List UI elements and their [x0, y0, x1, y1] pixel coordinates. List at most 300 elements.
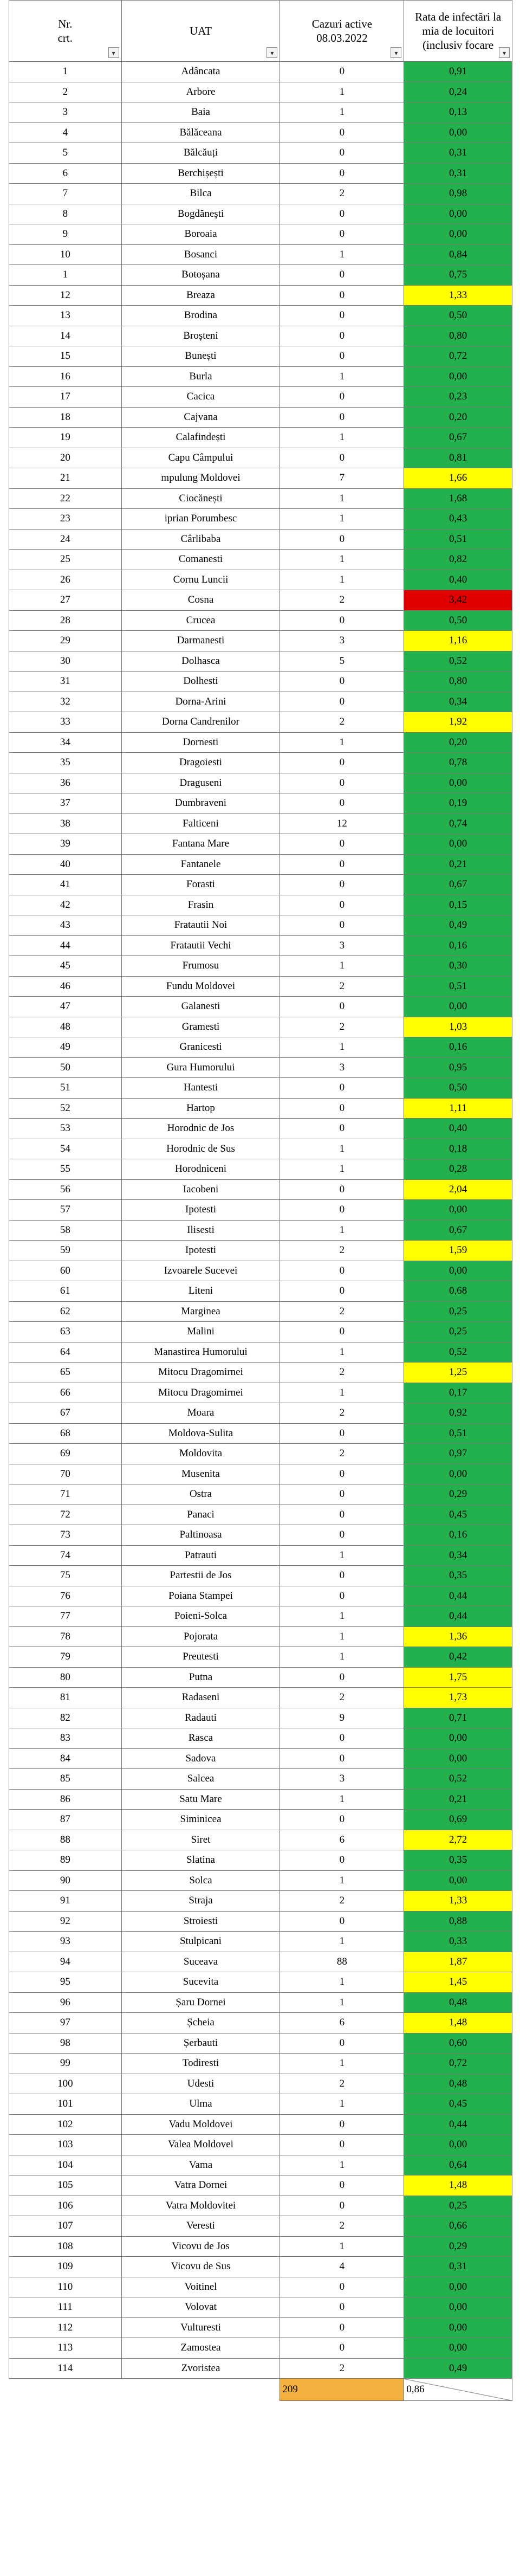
row-cases[interactable]: 1 — [280, 1932, 404, 1952]
row-rate[interactable]: 1,48 — [404, 2013, 512, 2033]
row-nr[interactable]: 38 — [9, 814, 122, 834]
row-rate[interactable]: 0,00 — [404, 1261, 512, 1281]
row-uat[interactable]: Baia — [121, 102, 280, 123]
row-nr[interactable]: 107 — [9, 2216, 122, 2237]
row-nr[interactable]: 54 — [9, 1139, 122, 1159]
row-uat[interactable]: Șcheia — [121, 2013, 280, 2033]
row-cases[interactable]: 1 — [280, 570, 404, 590]
row-cases[interactable]: 1 — [280, 1789, 404, 1810]
row-rate[interactable]: 0,45 — [404, 1505, 512, 1525]
row-nr[interactable]: 57 — [9, 1200, 122, 1221]
row-cases[interactable]: 1 — [280, 509, 404, 530]
row-cases[interactable]: 0 — [280, 1179, 404, 1200]
row-uat[interactable]: Veresti — [121, 2216, 280, 2237]
row-rate[interactable]: 1,87 — [404, 1952, 512, 1972]
row-rate[interactable]: 2,72 — [404, 1830, 512, 1850]
row-nr[interactable]: 93 — [9, 1932, 122, 1952]
row-nr[interactable]: 63 — [9, 1322, 122, 1342]
row-rate[interactable]: 0,00 — [404, 997, 512, 1017]
row-nr[interactable]: 8 — [9, 204, 122, 224]
row-nr[interactable]: 1 — [9, 265, 122, 286]
row-nr[interactable]: 45 — [9, 956, 122, 977]
row-rate[interactable]: 0,34 — [404, 692, 512, 712]
row-uat[interactable]: Vatra Moldovitei — [121, 2196, 280, 2216]
row-rate[interactable]: 0,80 — [404, 326, 512, 346]
row-rate[interactable]: 0,50 — [404, 610, 512, 631]
row-cases[interactable]: 0 — [280, 529, 404, 550]
row-cases[interactable]: 1 — [280, 550, 404, 570]
row-nr[interactable]: 51 — [9, 1078, 122, 1099]
row-uat[interactable]: Mitocu Dragomirnei — [121, 1363, 280, 1383]
row-rate[interactable]: 0,81 — [404, 448, 512, 468]
row-uat[interactable]: Udesti — [121, 2074, 280, 2094]
row-rate[interactable]: 0,00 — [404, 773, 512, 793]
row-rate[interactable]: 0,21 — [404, 854, 512, 875]
row-uat[interactable]: Poieni-Solca — [121, 1606, 280, 1627]
row-nr[interactable]: 43 — [9, 915, 122, 936]
row-rate[interactable]: 1,33 — [404, 1891, 512, 1912]
row-uat[interactable]: Gramesti — [121, 1017, 280, 1037]
row-cases[interactable]: 0 — [280, 2297, 404, 2318]
row-nr[interactable]: 26 — [9, 570, 122, 590]
row-nr[interactable]: 1 — [9, 62, 122, 82]
row-rate[interactable]: 0,51 — [404, 976, 512, 997]
row-cases[interactable]: 0 — [280, 1078, 404, 1099]
row-rate[interactable]: 0,21 — [404, 1789, 512, 1810]
row-nr[interactable]: 64 — [9, 1342, 122, 1363]
row-rate[interactable]: 0,88 — [404, 1911, 512, 1932]
row-cases[interactable]: 0 — [280, 1667, 404, 1688]
row-uat[interactable]: Fantana Mare — [121, 834, 280, 855]
row-rate[interactable]: 0,00 — [404, 122, 512, 143]
row-cases[interactable]: 1 — [280, 1159, 404, 1180]
row-uat[interactable]: Bilca — [121, 184, 280, 204]
filter-dropdown-icon[interactable]: ▾ — [499, 47, 510, 58]
row-rate[interactable]: 1,59 — [404, 1241, 512, 1261]
row-rate[interactable]: 0,00 — [404, 1464, 512, 1484]
row-nr[interactable]: 41 — [9, 875, 122, 895]
row-rate[interactable]: 0,15 — [404, 895, 512, 915]
row-rate[interactable]: 0,00 — [404, 224, 512, 245]
row-nr[interactable]: 4 — [9, 122, 122, 143]
row-cases[interactable]: 0 — [280, 1566, 404, 1586]
row-cases[interactable]: 1 — [280, 82, 404, 102]
row-nr[interactable]: 104 — [9, 2155, 122, 2175]
row-cases[interactable]: 9 — [280, 1708, 404, 1728]
row-uat[interactable]: Rasca — [121, 1728, 280, 1749]
row-cases[interactable]: 0 — [280, 1119, 404, 1139]
row-uat[interactable]: Vatra Dornei — [121, 2175, 280, 2196]
row-uat[interactable]: Voitinel — [121, 2277, 280, 2297]
row-cases[interactable]: 0 — [280, 753, 404, 773]
row-nr[interactable]: 40 — [9, 854, 122, 875]
row-nr[interactable]: 48 — [9, 1017, 122, 1037]
row-rate[interactable]: 1,36 — [404, 1626, 512, 1647]
row-nr[interactable]: 30 — [9, 651, 122, 672]
row-nr[interactable]: 71 — [9, 1484, 122, 1505]
row-rate[interactable]: 1,66 — [404, 468, 512, 489]
row-nr[interactable]: 73 — [9, 1525, 122, 1546]
row-cases[interactable]: 2 — [280, 1891, 404, 1912]
row-uat[interactable]: Calafindești — [121, 428, 280, 448]
row-cases[interactable]: 0 — [280, 387, 404, 408]
row-cases[interactable]: 5 — [280, 651, 404, 672]
row-uat[interactable]: Bogdănești — [121, 204, 280, 224]
row-rate[interactable]: 0,97 — [404, 1444, 512, 1464]
row-uat[interactable]: Preutesti — [121, 1647, 280, 1668]
row-uat[interactable]: Vadu Moldovei — [121, 2114, 280, 2135]
row-cases[interactable]: 1 — [280, 732, 404, 753]
row-cases[interactable]: 0 — [280, 793, 404, 814]
row-uat[interactable]: Ulma — [121, 2094, 280, 2115]
row-nr[interactable]: 108 — [9, 2236, 122, 2257]
row-cases[interactable]: 1 — [280, 956, 404, 977]
row-uat[interactable]: Moara — [121, 1403, 280, 1424]
row-cases[interactable]: 0 — [280, 62, 404, 82]
filter-dropdown-icon[interactable]: ▾ — [391, 47, 401, 58]
row-rate[interactable]: 0,25 — [404, 1322, 512, 1342]
row-uat[interactable]: Zvoristea — [121, 2358, 280, 2379]
row-rate[interactable]: 0,34 — [404, 1545, 512, 1566]
row-nr[interactable]: 27 — [9, 590, 122, 611]
row-nr[interactable]: 80 — [9, 1667, 122, 1688]
row-nr[interactable]: 31 — [9, 672, 122, 692]
row-cases[interactable]: 1 — [280, 1139, 404, 1159]
row-uat[interactable]: Adâncata — [121, 62, 280, 82]
row-uat[interactable]: Forasti — [121, 875, 280, 895]
row-cases[interactable]: 2 — [280, 976, 404, 997]
row-rate[interactable]: 0,68 — [404, 1281, 512, 1302]
row-rate[interactable]: 0,17 — [404, 1383, 512, 1403]
row-nr[interactable]: 94 — [9, 1952, 122, 1972]
row-rate[interactable]: 0,18 — [404, 1139, 512, 1159]
row-rate[interactable]: 0,82 — [404, 550, 512, 570]
row-cases[interactable]: 2 — [280, 712, 404, 733]
row-uat[interactable]: Fratautii Vechi — [121, 935, 280, 956]
row-cases[interactable]: 3 — [280, 1057, 404, 1078]
row-rate[interactable]: 0,72 — [404, 346, 512, 367]
row-uat[interactable]: Panaci — [121, 1505, 280, 1525]
row-rate[interactable]: 1,33 — [404, 285, 512, 306]
row-uat[interactable]: Ipotesti — [121, 1241, 280, 1261]
row-nr[interactable]: 84 — [9, 1748, 122, 1769]
row-nr[interactable]: 44 — [9, 935, 122, 956]
row-cases[interactable]: 0 — [280, 143, 404, 164]
row-nr[interactable]: 20 — [9, 448, 122, 468]
row-cases[interactable]: 0 — [280, 1200, 404, 1221]
row-cases[interactable]: 0 — [280, 1322, 404, 1342]
row-nr[interactable]: 92 — [9, 1911, 122, 1932]
row-nr[interactable]: 77 — [9, 1606, 122, 1627]
row-cases[interactable]: 0 — [280, 163, 404, 184]
row-cases[interactable]: 12 — [280, 814, 404, 834]
row-nr[interactable]: 24 — [9, 529, 122, 550]
row-cases[interactable]: 0 — [280, 1810, 404, 1830]
row-nr[interactable]: 16 — [9, 366, 122, 387]
row-cases[interactable]: 6 — [280, 2013, 404, 2033]
row-uat[interactable]: Horodniceni — [121, 1159, 280, 1180]
row-uat[interactable]: Ostra — [121, 1484, 280, 1505]
row-uat[interactable]: Cosna — [121, 590, 280, 611]
row-cases[interactable]: 0 — [280, 1505, 404, 1525]
row-nr[interactable]: 36 — [9, 773, 122, 793]
row-nr[interactable]: 37 — [9, 793, 122, 814]
row-nr[interactable]: 14 — [9, 326, 122, 346]
row-rate[interactable]: 1,73 — [404, 1688, 512, 1708]
row-rate[interactable]: 0,67 — [404, 1220, 512, 1241]
row-uat[interactable]: Vicovu de Sus — [121, 2257, 280, 2277]
row-rate[interactable]: 0,00 — [404, 2135, 512, 2155]
row-uat[interactable]: Horodnic de Sus — [121, 1139, 280, 1159]
row-nr[interactable]: 62 — [9, 1301, 122, 1322]
row-nr[interactable]: 7 — [9, 184, 122, 204]
row-nr[interactable]: 21 — [9, 468, 122, 489]
row-uat[interactable]: mpulung Moldovei — [121, 468, 280, 489]
row-nr[interactable]: 5 — [9, 143, 122, 164]
row-nr[interactable]: 25 — [9, 550, 122, 570]
row-uat[interactable]: Horodnic de Jos — [121, 1119, 280, 1139]
row-uat[interactable]: Salcea — [121, 1769, 280, 1790]
row-cases[interactable]: 0 — [280, 122, 404, 143]
row-rate[interactable]: 0,00 — [404, 366, 512, 387]
row-cases[interactable]: 0 — [280, 2114, 404, 2135]
row-uat[interactable]: Cajvana — [121, 407, 280, 428]
row-nr[interactable]: 2 — [9, 82, 122, 102]
row-uat[interactable]: Arbore — [121, 82, 280, 102]
row-uat[interactable]: Boroaia — [121, 224, 280, 245]
row-cases[interactable]: 1 — [280, 2094, 404, 2115]
row-rate[interactable]: 0,52 — [404, 1342, 512, 1363]
row-uat[interactable]: Cârlibaba — [121, 529, 280, 550]
row-uat[interactable]: Stroiesti — [121, 1911, 280, 1932]
row-nr[interactable]: 35 — [9, 753, 122, 773]
row-uat[interactable]: Putna — [121, 1667, 280, 1688]
row-rate[interactable]: 0,91 — [404, 62, 512, 82]
row-cases[interactable]: 88 — [280, 1952, 404, 1972]
row-nr[interactable]: 28 — [9, 610, 122, 631]
row-rate[interactable]: 0,50 — [404, 306, 512, 326]
row-rate[interactable]: 2,04 — [404, 1179, 512, 1200]
row-uat[interactable]: Frasin — [121, 895, 280, 915]
row-rate[interactable]: 0,19 — [404, 793, 512, 814]
row-rate[interactable]: 0,00 — [404, 204, 512, 224]
row-uat[interactable]: Crucea — [121, 610, 280, 631]
row-uat[interactable]: Vicovu de Jos — [121, 2236, 280, 2257]
row-uat[interactable]: Cornu Luncii — [121, 570, 280, 590]
row-uat[interactable]: Siret — [121, 1830, 280, 1850]
row-uat[interactable]: Comanesti — [121, 550, 280, 570]
row-uat[interactable]: Solca — [121, 1870, 280, 1891]
row-nr[interactable]: 47 — [9, 997, 122, 1017]
row-rate[interactable]: 1,75 — [404, 1667, 512, 1688]
row-nr[interactable]: 59 — [9, 1241, 122, 1261]
row-uat[interactable]: Ipotesti — [121, 1200, 280, 1221]
row-cases[interactable]: 1 — [280, 1870, 404, 1891]
row-nr[interactable]: 79 — [9, 1647, 122, 1668]
row-rate[interactable]: 0,16 — [404, 1037, 512, 1058]
row-rate[interactable]: 0,43 — [404, 509, 512, 530]
row-cases[interactable]: 0 — [280, 2317, 404, 2338]
row-uat[interactable]: Radauti — [121, 1708, 280, 1728]
row-uat[interactable]: Bălcăuți — [121, 143, 280, 164]
row-cases[interactable]: 0 — [280, 854, 404, 875]
row-rate[interactable]: 0,24 — [404, 82, 512, 102]
row-cases[interactable]: 0 — [280, 2033, 404, 2054]
row-cases[interactable]: 0 — [280, 1586, 404, 1606]
row-cases[interactable]: 0 — [280, 2175, 404, 2196]
row-uat[interactable]: Vulturesti — [121, 2317, 280, 2338]
row-nr[interactable]: 42 — [9, 895, 122, 915]
row-uat[interactable]: Radaseni — [121, 1688, 280, 1708]
row-cases[interactable]: 1 — [280, 1972, 404, 1993]
row-uat[interactable]: Ilisesti — [121, 1220, 280, 1241]
row-cases[interactable]: 1 — [280, 1342, 404, 1363]
row-rate[interactable]: 0,25 — [404, 2196, 512, 2216]
row-uat[interactable]: Granicesti — [121, 1037, 280, 1058]
row-nr[interactable]: 91 — [9, 1891, 122, 1912]
row-cases[interactable]: 0 — [280, 2196, 404, 2216]
row-rate[interactable]: 0,44 — [404, 1606, 512, 1627]
row-rate[interactable]: 0,95 — [404, 1057, 512, 1078]
row-nr[interactable]: 110 — [9, 2277, 122, 2297]
row-nr[interactable]: 109 — [9, 2257, 122, 2277]
row-uat[interactable]: Sadova — [121, 1748, 280, 1769]
row-nr[interactable]: 18 — [9, 407, 122, 428]
row-nr[interactable]: 100 — [9, 2074, 122, 2094]
row-uat[interactable]: Ciocănești — [121, 488, 280, 509]
row-uat[interactable]: Bălăceana — [121, 122, 280, 143]
row-nr[interactable]: 56 — [9, 1179, 122, 1200]
row-uat[interactable]: Suceava — [121, 1952, 280, 1972]
row-nr[interactable]: 39 — [9, 834, 122, 855]
row-cases[interactable]: 3 — [280, 631, 404, 651]
row-rate[interactable]: 0,00 — [404, 1870, 512, 1891]
row-rate[interactable]: 1,03 — [404, 1017, 512, 1037]
row-rate[interactable]: 0,49 — [404, 2358, 512, 2379]
row-nr[interactable]: 32 — [9, 692, 122, 712]
row-uat[interactable]: Burla — [121, 366, 280, 387]
row-rate[interactable]: 0,00 — [404, 2277, 512, 2297]
row-rate[interactable]: 1,48 — [404, 2175, 512, 2196]
row-rate[interactable]: 0,75 — [404, 265, 512, 286]
row-nr[interactable]: 12 — [9, 285, 122, 306]
row-rate[interactable]: 0,74 — [404, 814, 512, 834]
row-rate[interactable]: 0,48 — [404, 2074, 512, 2094]
row-cases[interactable]: 1 — [280, 2054, 404, 2074]
row-rate[interactable]: 0,71 — [404, 1708, 512, 1728]
row-cases[interactable]: 2 — [280, 1444, 404, 1464]
row-uat[interactable]: Musenita — [121, 1464, 280, 1484]
row-cases[interactable]: 2 — [280, 2358, 404, 2379]
row-uat[interactable]: Hartop — [121, 1098, 280, 1119]
row-uat[interactable]: Slatina — [121, 1850, 280, 1871]
row-cases[interactable]: 0 — [280, 997, 404, 1017]
row-uat[interactable]: Mitocu Dragomirnei — [121, 1383, 280, 1403]
row-cases[interactable]: 0 — [280, 1484, 404, 1505]
row-rate[interactable]: 0,13 — [404, 102, 512, 123]
row-nr[interactable]: 83 — [9, 1728, 122, 1749]
row-nr[interactable]: 6 — [9, 163, 122, 184]
row-uat[interactable]: Brodina — [121, 306, 280, 326]
row-nr[interactable]: 102 — [9, 2114, 122, 2135]
row-cases[interactable]: 1 — [280, 1626, 404, 1647]
row-rate[interactable]: 0,51 — [404, 529, 512, 550]
row-uat[interactable]: Stulpicani — [121, 1932, 280, 1952]
row-uat[interactable]: Bosanci — [121, 244, 280, 265]
row-cases[interactable]: 1 — [280, 428, 404, 448]
row-nr[interactable]: 81 — [9, 1688, 122, 1708]
row-uat[interactable]: Manastirea Humorului — [121, 1342, 280, 1363]
row-nr[interactable]: 50 — [9, 1057, 122, 1078]
row-cases[interactable]: 1 — [280, 2155, 404, 2175]
row-rate[interactable]: 0,00 — [404, 1748, 512, 1769]
row-uat[interactable]: Dumbraveni — [121, 793, 280, 814]
row-uat[interactable]: Valea Moldovei — [121, 2135, 280, 2155]
row-uat[interactable]: Poiana Stampei — [121, 1586, 280, 1606]
row-cases[interactable]: 0 — [280, 1850, 404, 1871]
row-uat[interactable]: Iacobeni — [121, 1179, 280, 1200]
row-cases[interactable]: 0 — [280, 1748, 404, 1769]
row-nr[interactable]: 68 — [9, 1423, 122, 1444]
row-cases[interactable]: 2 — [280, 1688, 404, 1708]
row-nr[interactable]: 76 — [9, 1586, 122, 1606]
row-nr[interactable]: 111 — [9, 2297, 122, 2318]
row-cases[interactable]: 7 — [280, 468, 404, 489]
row-nr[interactable]: 46 — [9, 976, 122, 997]
row-nr[interactable]: 114 — [9, 2358, 122, 2379]
row-cases[interactable]: 1 — [280, 1992, 404, 2013]
row-nr[interactable]: 58 — [9, 1220, 122, 1241]
row-rate[interactable]: 0,67 — [404, 875, 512, 895]
row-cases[interactable]: 2 — [280, 1241, 404, 1261]
row-nr[interactable]: 112 — [9, 2317, 122, 2338]
row-uat[interactable]: Moldovita — [121, 1444, 280, 1464]
row-uat[interactable]: Dragoiesti — [121, 753, 280, 773]
row-nr[interactable]: 53 — [9, 1119, 122, 1139]
row-rate[interactable]: 0,69 — [404, 1810, 512, 1830]
row-rate[interactable]: 0,28 — [404, 1159, 512, 1180]
row-uat[interactable]: Pojorata — [121, 1626, 280, 1647]
row-cases[interactable]: 0 — [280, 672, 404, 692]
row-uat[interactable]: Todiresti — [121, 2054, 280, 2074]
row-uat[interactable]: Malini — [121, 1322, 280, 1342]
row-nr[interactable]: 89 — [9, 1850, 122, 1871]
row-cases[interactable]: 0 — [280, 326, 404, 346]
row-rate[interactable]: 1,92 — [404, 712, 512, 733]
row-nr[interactable]: 98 — [9, 2033, 122, 2054]
row-rate[interactable]: 0,00 — [404, 2297, 512, 2318]
row-rate[interactable]: 1,68 — [404, 488, 512, 509]
row-rate[interactable]: 0,23 — [404, 387, 512, 408]
row-rate[interactable]: 0,35 — [404, 1850, 512, 1871]
row-cases[interactable]: 0 — [280, 1423, 404, 1444]
row-cases[interactable]: 0 — [280, 875, 404, 895]
row-cases[interactable]: 0 — [280, 773, 404, 793]
row-uat[interactable]: Volovat — [121, 2297, 280, 2318]
row-nr[interactable]: 105 — [9, 2175, 122, 2196]
row-rate[interactable]: 0,31 — [404, 2257, 512, 2277]
row-uat[interactable]: Fratautii Noi — [121, 915, 280, 936]
row-cases[interactable]: 0 — [280, 915, 404, 936]
row-nr[interactable]: 49 — [9, 1037, 122, 1058]
row-cases[interactable]: 0 — [280, 2277, 404, 2297]
row-cases[interactable]: 0 — [280, 2135, 404, 2155]
filter-dropdown-icon[interactable]: ▾ — [266, 47, 277, 58]
row-nr[interactable]: 60 — [9, 1261, 122, 1281]
row-uat[interactable]: Galanesti — [121, 997, 280, 1017]
row-nr[interactable]: 13 — [9, 306, 122, 326]
row-cases[interactable]: 0 — [280, 610, 404, 631]
